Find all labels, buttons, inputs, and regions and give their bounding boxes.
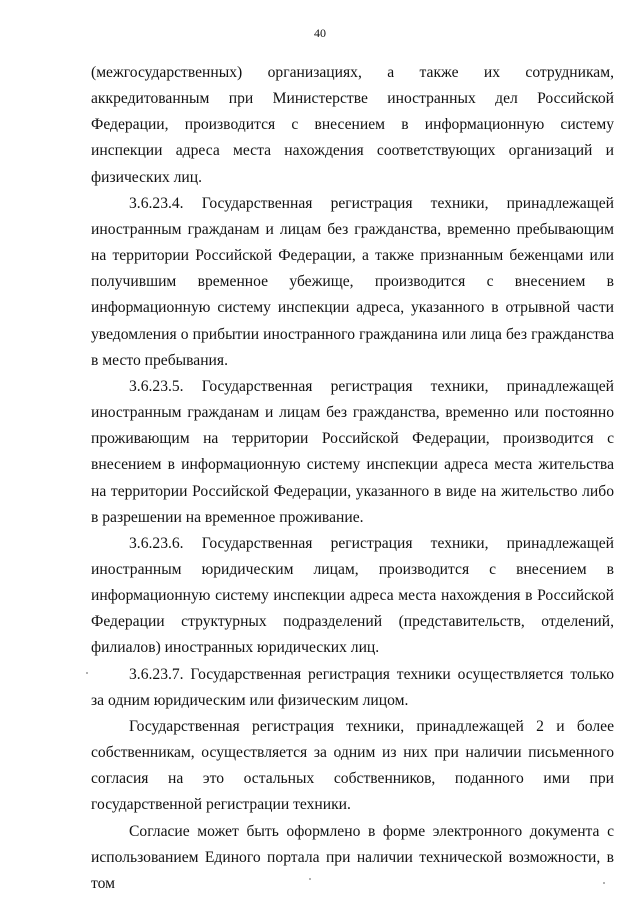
page-number: 40 bbox=[314, 26, 326, 40]
paragraph-3-6-23-4: 3.6.23.4. Государственная регистрация техники, принадлежащей иностранным гражданам и лицам без гражданства, временно пребывающим на территории Российской Федерации, а также признанным беженцами или получившим временное убежище, производится с внесением в информационную систему инспекции адреса, указанного в отрывной части уведомления о прибытии иностранного гражданина или лица без гражданства в место пребывания. bbox=[91, 194, 614, 369]
scan-speck bbox=[309, 878, 311, 880]
document-body bbox=[91, 60, 614, 897]
scan-speck bbox=[603, 882, 605, 884]
paragraph-3-6-23-6: 3.6.23.6. Государственная регистрация техники, принадлежащей иностранным юридическим лицам, производится с внесением в информационную систему инспекции адреса места нахождения в Российской Федерации структурных подразделений (представительств, отделений, филиалов) иностранных юридических лиц. bbox=[91, 534, 614, 657]
paragraph-3-6-23-5: 3.6.23.5. Государственная регистрация техники, принадлежащей иностранным гражданам и лицам без гражданства, временно или постоянно проживающим на территории Российской Федерации, производится с внесением в информационную систему инспекции адреса места жительства на территории Российской Федерации, указанного в виде на жительство либо в разрешении на временное проживание. bbox=[91, 377, 614, 526]
paragraph-multiple-owners: Государственная регистрация техники, принадлежащей 2 и более собственникам, осуществляется за одним из них при наличии письменного согласия на это остальных собственников, поданного ими при государственной регистрации техники. bbox=[91, 717, 614, 814]
scan-speck bbox=[86, 672, 88, 674]
paragraph-3-6-23-7: 3.6.23.7. Государственная регистрация техники осуществляется только за одним юридическим или физическим лицом. bbox=[91, 665, 614, 709]
paragraph-continuation: (межгосударственных) организациях, а также их сотрудникам, аккредитованным при Министерстве иностранных дел Российской Федерации, производится с внесением в информационную систему инспекции адреса места нахождения соответствующих организаций и физических лиц. bbox=[91, 64, 614, 186]
paragraph-consent: Согласие может быть оформлено в форме электронного документа с использованием Единого портала при наличии технической возможности, в том bbox=[91, 822, 614, 892]
